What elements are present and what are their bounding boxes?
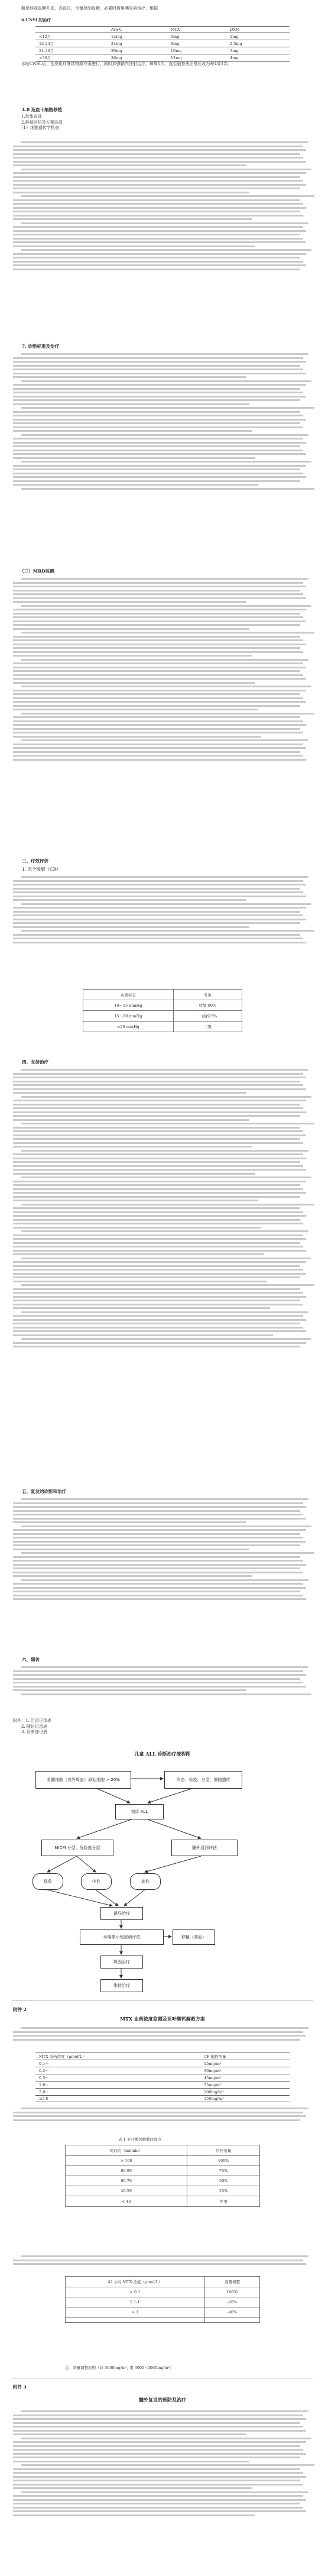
table-cell: ≥20 mmHg <box>83 1022 174 1032</box>
text-line-placeholder <box>13 2433 246 2435</box>
text-line-placeholder <box>13 2507 303 2509</box>
note-line: 附件：1. 汇总记录表 <box>13 1718 51 1723</box>
table-row <box>66 2318 260 2323</box>
table-header-row <box>66 2277 260 2287</box>
text-line-placeholder <box>13 2035 306 2037</box>
table-cell: 10mg <box>167 47 226 54</box>
table-cell: 15mg/m² <box>200 2060 290 2067</box>
table-cell: < 0.1 <box>66 2287 205 2297</box>
section-heading: 6.CNSL的治疗 <box>13 17 51 22</box>
text-line-placeholder <box>13 2263 306 2265</box>
text-line-placeholder <box>21 2255 308 2257</box>
table-cell: 0.1-1 <box>66 2297 205 2307</box>
table-row <box>66 2186 260 2196</box>
table-row <box>66 2166 260 2176</box>
table-header-cell: 血液标志 <box>83 990 174 1000</box>
table-header-cell: 时间点（ml/min） <box>66 2145 187 2156</box>
table-cell: 24-36月 <box>35 47 108 54</box>
flow-node-intermediate-risk: 中危 <box>81 1873 112 1890</box>
table-header-cell: Ara-C <box>108 27 167 33</box>
table-row <box>35 2060 290 2067</box>
text-line-placeholder <box>13 2453 306 2455</box>
table-header-cell: DXM <box>226 27 290 33</box>
section-heading: 四、支持治疗 <box>13 1059 48 1065</box>
table-row <box>35 2089 290 2096</box>
table-row <box>66 2307 260 2318</box>
text-line-placeholder <box>21 2108 308 2109</box>
table-cell: 45mg/m² <box>200 2074 290 2082</box>
flow-node-maintenance: 维持治疗 <box>100 1979 143 1992</box>
table-cell: 0.1～ <box>35 2060 200 2067</box>
body-text-block <box>13 2409 312 2568</box>
table-row <box>66 2156 260 2166</box>
table-cell: ≥5.0 <box>35 2096 200 2102</box>
flow-node-diagnosis: 骨髓细胞（或外周血）原始细胞 > 20% <box>35 1771 131 1789</box>
section-heading: （三）MRD监测 <box>13 568 54 574</box>
flowchart-title: 儿童 ALL 诊断治疗流程图 <box>134 1751 191 1757</box>
table-cell: 25% <box>187 2186 260 2196</box>
table-cell: -40% <box>204 2307 259 2318</box>
table-cell <box>204 2318 259 2323</box>
section-heading: 7. 诊断标准及治疗 <box>13 344 59 349</box>
text-line-placeholder <box>21 2491 308 2493</box>
table-cell: 8mg <box>167 40 226 47</box>
table-cell: 30mg <box>108 47 167 54</box>
table-header-cell: MTX 血药浓度（μmol/L） <box>35 2053 200 2060</box>
table-row <box>35 2096 290 2102</box>
table-row <box>66 2297 260 2307</box>
table-header-row <box>66 2145 260 2156</box>
text-line-placeholder <box>13 2514 255 2516</box>
flow-node-low-risk: 低危 <box>32 1873 63 1890</box>
table-cell: < 40 <box>66 2196 187 2207</box>
table-header-cell: CF 解救剂量 <box>200 2053 290 2060</box>
text-line-placeholder <box>13 2510 306 2512</box>
flow-node-extramedullary: 髓外浸润评估 <box>171 1840 238 1856</box>
table-cell: 36mg <box>108 54 167 62</box>
creatinine-clearance-table <box>65 2145 260 2207</box>
table-cell: 12mg <box>167 54 226 62</box>
flow-node-transplant: 移植（高危） <box>173 1929 215 1945</box>
section-heading: 六、随访 <box>13 1657 40 1662</box>
table-cell: 75mg/m² <box>200 2082 290 2089</box>
text-line-placeholder <box>21 2438 311 2439</box>
text-line-placeholder <box>13 2487 252 2489</box>
table-cell: 2mg <box>226 33 290 40</box>
table-cell: 10～15 mmHg <box>83 1000 174 1011</box>
text-line-placeholder <box>13 2461 249 2462</box>
table-cell: 0.2～ <box>35 2067 200 2074</box>
text-line: 糖尿病或血糖升高，高血压，尽量控制血糖，必要时需用胰岛素治疗，根据 <box>13 6 158 11</box>
text-line-placeholder <box>13 2031 303 2033</box>
table-row <box>66 2196 260 2207</box>
text-line-placeholder <box>13 2422 300 2424</box>
flow-node-risk-stratification: MICM 分型、危险度分层 <box>41 1840 113 1856</box>
text-line-placeholder <box>13 2441 306 2443</box>
section-heading: 三、疗效评价 <box>13 858 48 864</box>
table-cell: 4mg <box>226 54 290 62</box>
text-line-placeholder <box>13 2468 300 2470</box>
body-text-block <box>13 2106 312 2129</box>
table-cell: 12-24月 <box>35 40 108 47</box>
table-cell: 1.0～ <box>35 2082 200 2089</box>
table-cell: 15～20 mmHg <box>83 1011 174 1022</box>
table-cell: 2.5mg <box>226 40 290 47</box>
text-line-placeholder <box>13 2472 303 2474</box>
table-cell: 6mg <box>167 33 226 40</box>
text-line-placeholder <box>13 2476 306 2478</box>
subsection-heading: 1. 完全缓解（CR） <box>13 867 61 872</box>
table-note: 注：剂量调整原则（如 5000mg/m², 用 3000~4000mg/m²） <box>65 2365 174 2370</box>
text-line: 2.移植时机及方案选择 <box>13 119 63 125</box>
note-line: 3. 诊断登记表 <box>13 1730 47 1734</box>
text-line-placeholder <box>13 2112 303 2113</box>
text-line-placeholder <box>13 2503 300 2504</box>
table-cell: 80-99 <box>66 2166 187 2176</box>
table-row <box>35 2082 290 2089</box>
table-cell: <12月 <box>35 33 108 40</box>
table-row <box>66 2287 260 2297</box>
flow-node-mrd-eval: 早期微小残留病评估 <box>80 1929 164 1945</box>
mtx-rescue-table <box>35 2053 290 2102</box>
table-cell: -20% <box>204 2297 259 2307</box>
text-line-placeholder <box>13 2115 306 2117</box>
table-cell: 0.5～ <box>35 2074 200 2082</box>
table-header-cell: 剂量调整 <box>204 2277 259 2287</box>
table-cell: 停用 <box>187 2196 260 2207</box>
table-cell: 30mg/m² <box>200 2067 290 2074</box>
flow-node-high-risk: 高危 <box>130 1873 161 1890</box>
text-line: （1）细胞遗传学检查 <box>13 125 59 130</box>
section-heading: 五、复发的诊断和治疗 <box>13 1489 66 1494</box>
table-row <box>35 2067 290 2074</box>
table-header-cell: 42 小时 MTX 浓度（μmol/L） <box>66 2277 205 2287</box>
table-cell: 150mg/m² <box>200 2096 290 2102</box>
table-cell <box>66 2318 205 2323</box>
mtx-level-adjust-table <box>65 2276 260 2323</box>
table-header-cell: MTX <box>167 27 226 33</box>
text-line: 1.供体选择 <box>13 114 42 119</box>
text-line-placeholder <box>13 2457 300 2458</box>
table-cell: 100% <box>187 2156 260 2166</box>
table-cell: 一级约 5% <box>173 1011 242 1022</box>
table-header-row <box>35 2053 290 2060</box>
text-line-placeholder <box>13 2430 306 2432</box>
table-caption: 表 1 亚叶酸钙解救时间点 <box>118 2137 162 2142</box>
table-cell: 40-59 <box>66 2186 187 2196</box>
table-cell: > 100 <box>66 2156 187 2166</box>
text-line-placeholder <box>13 2449 303 2451</box>
table-cell: 24mg <box>108 40 167 47</box>
table-cell: 60-79 <box>66 2176 187 2186</box>
flow-node-workup: 形态、免疫、分型、细胞遗传 <box>164 1771 242 1789</box>
flow-node-induction: 诱导治疗 <box>100 1907 143 1920</box>
text-line-placeholder <box>13 2499 306 2501</box>
text-line-placeholder <box>21 2464 314 2466</box>
text-line-placeholder <box>13 2119 300 2121</box>
appendix-heading: MTX 血药浓度监测及亚叶酸钙解救方案 <box>120 2016 205 2022</box>
text-line-placeholder <box>13 2484 303 2485</box>
table-cell: 75% <box>187 2166 260 2176</box>
text-line: 诊断CNSL后，全身化疗继续按原方案进行，同时加强鞘内注射治疗，每周1次，直至脑脊液正常后改为每4周1次。 <box>13 62 232 66</box>
table-header-cell: 对象 <box>173 990 242 1000</box>
text-line-placeholder <box>21 2410 308 2412</box>
table-row <box>35 2074 290 2082</box>
body-text-block <box>13 2254 312 2271</box>
table-cell: 12mg <box>108 33 167 40</box>
table-row <box>66 2176 260 2186</box>
table-cell: 100mg/m² <box>200 2089 290 2096</box>
body-text-block <box>13 2025 312 2049</box>
text-line-placeholder <box>13 2480 300 2481</box>
table-cell: 3mg <box>226 47 290 54</box>
text-line-placeholder <box>13 2039 300 2041</box>
flow-node-initial-all: 初诊 ALL <box>115 1804 164 1819</box>
table-cell: >36月 <box>35 54 108 62</box>
table-cell: 2.0～ <box>35 2089 200 2096</box>
table-cell: > 1 <box>66 2307 205 2318</box>
appendix-label: 附件 2 <box>13 2007 27 2012</box>
text-line-placeholder <box>13 2418 306 2420</box>
section-heading: 4.8 造血干细胞移植 <box>13 107 63 112</box>
section-divider <box>12 2000 313 2001</box>
table-header-cell: 给药剂量 <box>187 2145 260 2156</box>
appendix-heading: 髓外复发的预防及治疗 <box>139 2397 186 2403</box>
text-line-placeholder <box>13 2445 300 2447</box>
table-cell: 收缩 90% <box>173 1000 242 1011</box>
text-line-placeholder <box>13 2260 303 2261</box>
table-cell: 100% <box>204 2287 259 2297</box>
appendix-label: 附件 3 <box>13 2384 27 2390</box>
text-line-placeholder <box>13 2426 303 2428</box>
text-line-placeholder <box>13 2415 303 2416</box>
text-line-placeholder <box>13 2495 303 2497</box>
flow-node-consolidation: 巩固治疗 <box>100 1956 143 1969</box>
text-line-placeholder <box>21 2027 308 2029</box>
table-cell: 二级 <box>173 1022 242 1032</box>
table-cell: 50% <box>187 2176 260 2186</box>
note-line: 2. 随访记录表 <box>13 1724 47 1729</box>
